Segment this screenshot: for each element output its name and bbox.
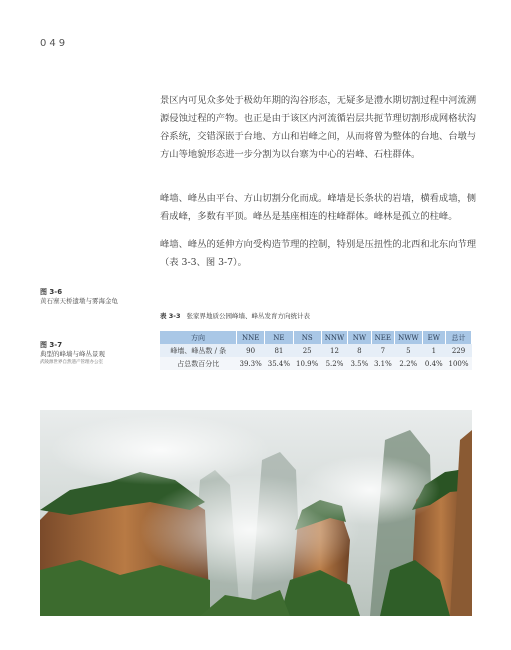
paragraph-3: 峰墙、峰丛的延伸方向受构造节理的控制，特别是压扭性的北西和北东向节理（表 3-3、图 3-7）。 (160, 239, 477, 268)
table-label: 表 3-3 (160, 312, 181, 320)
table-cell: 7 (371, 344, 394, 357)
table-cell: 229 (446, 344, 472, 357)
table-header-cell: EW (422, 331, 445, 344)
table-row (160, 344, 472, 357)
paragraph-2: 峰墙、峰丛由平台、方山切割分化而成。峰墙是长条状的岩墙，横看成墙，侧看成峰，多数有平顶。峰丛是基座相连的柱峰群体。峰林是孤立的柱峰。 (160, 193, 477, 222)
table-header-cell: 方向 (160, 331, 237, 344)
table-header-cell: NS (293, 331, 321, 344)
table-cell: 3.5% (348, 357, 371, 370)
table-header-cell: NNE (237, 331, 265, 344)
figure-3-7-caption (40, 340, 145, 366)
table-cell: 35.4% (265, 357, 293, 370)
table-cell: 5.2% (321, 357, 347, 370)
page-number: 049 (40, 38, 69, 49)
table-cell: 25 (293, 344, 321, 357)
figure-3-7-label: 图 3-7 (40, 341, 63, 349)
table-header-cell: NWW (395, 331, 422, 344)
table-cell: 峰墙、峰丛数 / 条 (160, 344, 237, 357)
table-cell: 10.9% (293, 357, 321, 370)
figure-3-6-text: 黄石寨天桥遗墩与雾海金龟 (40, 297, 118, 305)
landscape-photo (40, 410, 472, 616)
orientation-table (160, 331, 472, 370)
paragraph-1: 景区内可见众多处于极幼年期的沟谷形态，无疑多是澧水期切割过程中河流溯源侵蚀过程的产物。也正是由于该区内河流循岩层共扼节理切割形成网格状沟谷系统，交错深嵌于台地、方山和岩峰之间，从而将曾为整体的台地、台墩与方山等地貌形态进一步分割为以台寨为中心的岩峰、石柱群体。 (160, 95, 477, 160)
table-row (160, 357, 472, 370)
figure-3-6-caption (40, 287, 145, 306)
table-cell: 5 (395, 344, 422, 357)
table-cell: 0.4% (422, 357, 445, 370)
table-header-row (160, 331, 472, 344)
table-header-cell: 总计 (446, 331, 472, 344)
table-header-cell: NNW (321, 331, 347, 344)
table-header-cell: NE (265, 331, 293, 344)
table-cell: 2.2% (395, 357, 422, 370)
table-cell: 12 (321, 344, 347, 357)
table-header-cell: NEE (371, 331, 394, 344)
table-cell: 90 (237, 344, 265, 357)
table-cell: 8 (348, 344, 371, 357)
table-header-cell: NW (348, 331, 371, 344)
table-caption (160, 311, 310, 320)
table-cell: 81 (265, 344, 293, 357)
misty-peaks-illustration (40, 410, 472, 616)
table-cell: 占总数百分比 (160, 357, 237, 370)
figure-3-6-label: 图 3-6 (40, 288, 63, 296)
table-cell: 3.1% (371, 357, 394, 370)
table-cell: 1 (422, 344, 445, 357)
figure-3-7-credit: 武陵源世界自然遗产管理办公室 (40, 360, 103, 365)
figure-3-7-text: 典型的峰墙与峰丛景观 (40, 350, 105, 358)
table-cell: 39.3% (237, 357, 265, 370)
table-cell: 100% (446, 357, 472, 370)
table-title: 张家界地质公园峰墙、峰丛发育方向统计表 (186, 312, 311, 320)
